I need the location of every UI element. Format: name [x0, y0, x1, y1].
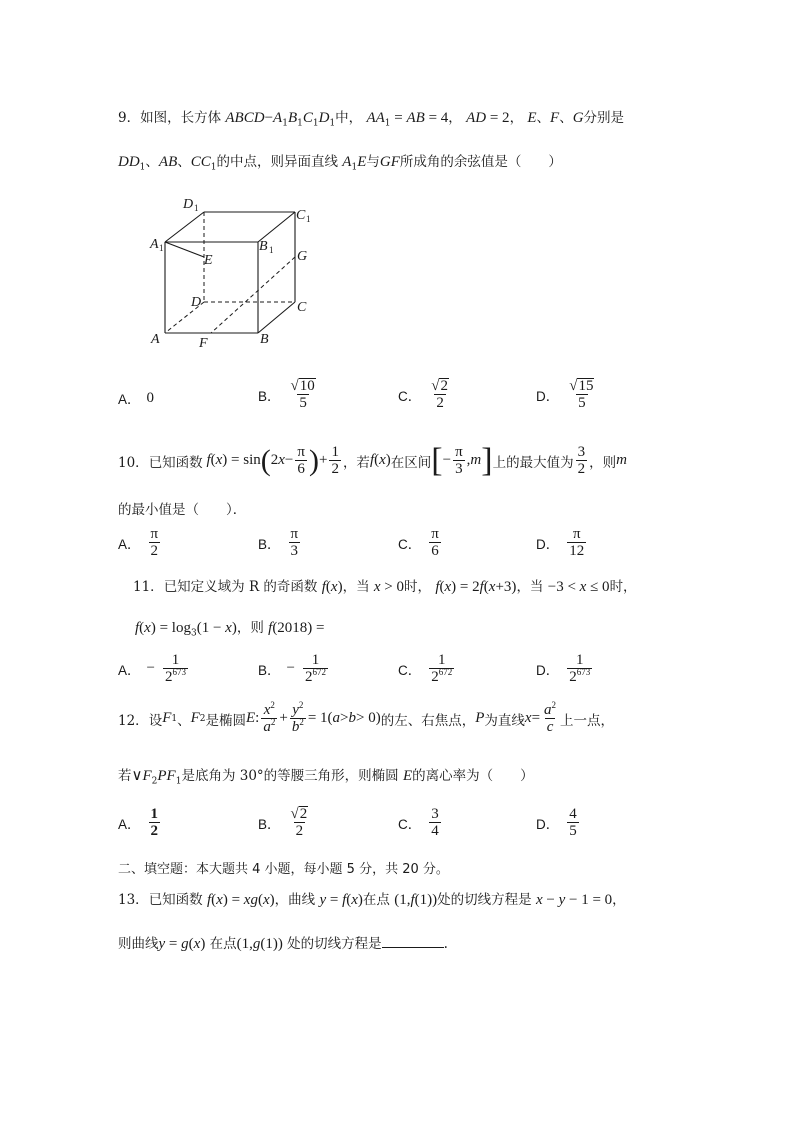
q11-option-c[interactable]: C． $\frac{1}{2^{672}}$ — [398, 652, 453, 685]
edge-cb — [258, 302, 295, 333]
svg-text:1: 1 — [159, 243, 164, 253]
section-heading-fill-in: 二、填空题：本大题共 4 小题，每小题 5 分，共 20 分。 — [118, 862, 449, 877]
q12-line1: 12． 设 F 1 、 F 2 是椭圆 E : $\frac{x^2}{a^2}$ + $\frac{y^2}{b^2}$ = 1( a > b > 0) 的左、右焦点， P 为直线 x = $\frac{a^2}{c}$ 上一点， — [118, 700, 615, 735]
q11-option-d[interactable]: D． $\frac{1}{2^{673}}$ — [536, 652, 591, 685]
q12-option-a[interactable]: A． $\frac{1}{2}$ — [118, 806, 159, 839]
label-c: C — [297, 300, 307, 315]
q9-option-c[interactable]: C． √ 2 2 — [398, 378, 448, 411]
q9-option-b[interactable]: B． √ 10 5 — [258, 378, 315, 411]
q12-line2: 若$\vee F_2PF_1$是底角为 30°的等腰三角形，则椭圆 E的离心率为（ ） — [118, 768, 534, 787]
q10-line1: 10． 已知函数 f ( x ) = sin ( 2 x − $\frac{\pi}{6}$ ) + $\frac{1}{2}$ ，若 f ( x ) 在区间 [ − $\frac{\pi}{3}$ , m ] 上的最大值为 $\frac{3}{2}$ ，则 m — [118, 441, 627, 479]
label-b1: B — [259, 239, 268, 254]
q13-line1: 13．已知函数 f(x) = xg(x)，曲线 y = f(x)在点 (1,f(1))处的切线方程是 x − y − 1 = 0， — [118, 892, 626, 908]
label-b: B — [260, 332, 269, 347]
q9-line1: 9．如图，长方体 $ABCD-A_1B_1C_1D_1$中， $AA_1$ = AB = 4， AD = 2， E、F、G分别是 — [118, 110, 625, 129]
label-a1: A — [150, 237, 159, 252]
q9-cuboid-figure — [140, 190, 340, 360]
q10-option-c[interactable]: C． $\frac{\pi}{6}$ — [398, 526, 439, 559]
q9-option-d[interactable]: D． √ 15 5 — [536, 378, 594, 411]
label-d1: D — [183, 197, 194, 212]
q11-line1: 11．已知定义域为 R 的奇函数 f(x)，当 x > 0时， f(x) = 2f(x+3)，当 −3 < x ≤ 0时， — [133, 579, 637, 595]
label-d: D — [191, 295, 202, 310]
q11-option-b[interactable]: B． − $\frac{1}{2^{672}}$ — [258, 652, 326, 685]
q13-line2: 则曲线y = g(x) 在点(1,g(1)) 处的切线方程是 . — [118, 932, 448, 953]
q11-option-a[interactable]: A． − $\frac{1}{2^{673}}$ — [118, 652, 186, 685]
segment-a1e — [165, 242, 204, 257]
edge-c1b1 — [258, 212, 295, 242]
q9-line2: $DD_1$、AB、$CC_1$的中点，则异面直线 $A_1E$与GF所成角的余弦值是（ ） — [118, 154, 562, 173]
svg-text:1: 1 — [306, 214, 311, 224]
q10-option-a[interactable]: A． $\frac{\pi}{2}$ — [118, 526, 159, 559]
svg-text:1: 1 — [194, 203, 199, 213]
q12-option-b[interactable]: B． √ 2 2 — [258, 806, 308, 839]
q10-option-b[interactable]: B． $\frac{\pi}{3}$ — [258, 526, 299, 559]
label-e: E — [204, 253, 213, 268]
label-c1: C — [296, 208, 306, 223]
segment-gf-hidden — [211, 257, 295, 333]
edge-a1d1 — [165, 212, 204, 242]
q10-option-d[interactable]: D． $\frac{\pi}{12}$ — [536, 526, 585, 559]
svg-text:1: 1 — [269, 245, 274, 255]
q11-line2: $f(x) = \log_3(1 - x)$，则 f(2018) = — [135, 620, 325, 639]
q12-option-c[interactable]: C． $\frac{3}{4}$ — [398, 806, 439, 839]
q10-line2: 的最小值是（ ）． — [118, 502, 247, 518]
q9-option-a[interactable]: A． 0 — [118, 389, 155, 407]
label-f: F — [199, 336, 208, 351]
q12-option-d[interactable]: D． $\frac{4}{5}$ — [536, 806, 577, 839]
label-a: A — [151, 332, 160, 347]
answer-blank[interactable] — [382, 933, 444, 948]
label-g: G — [297, 249, 308, 264]
